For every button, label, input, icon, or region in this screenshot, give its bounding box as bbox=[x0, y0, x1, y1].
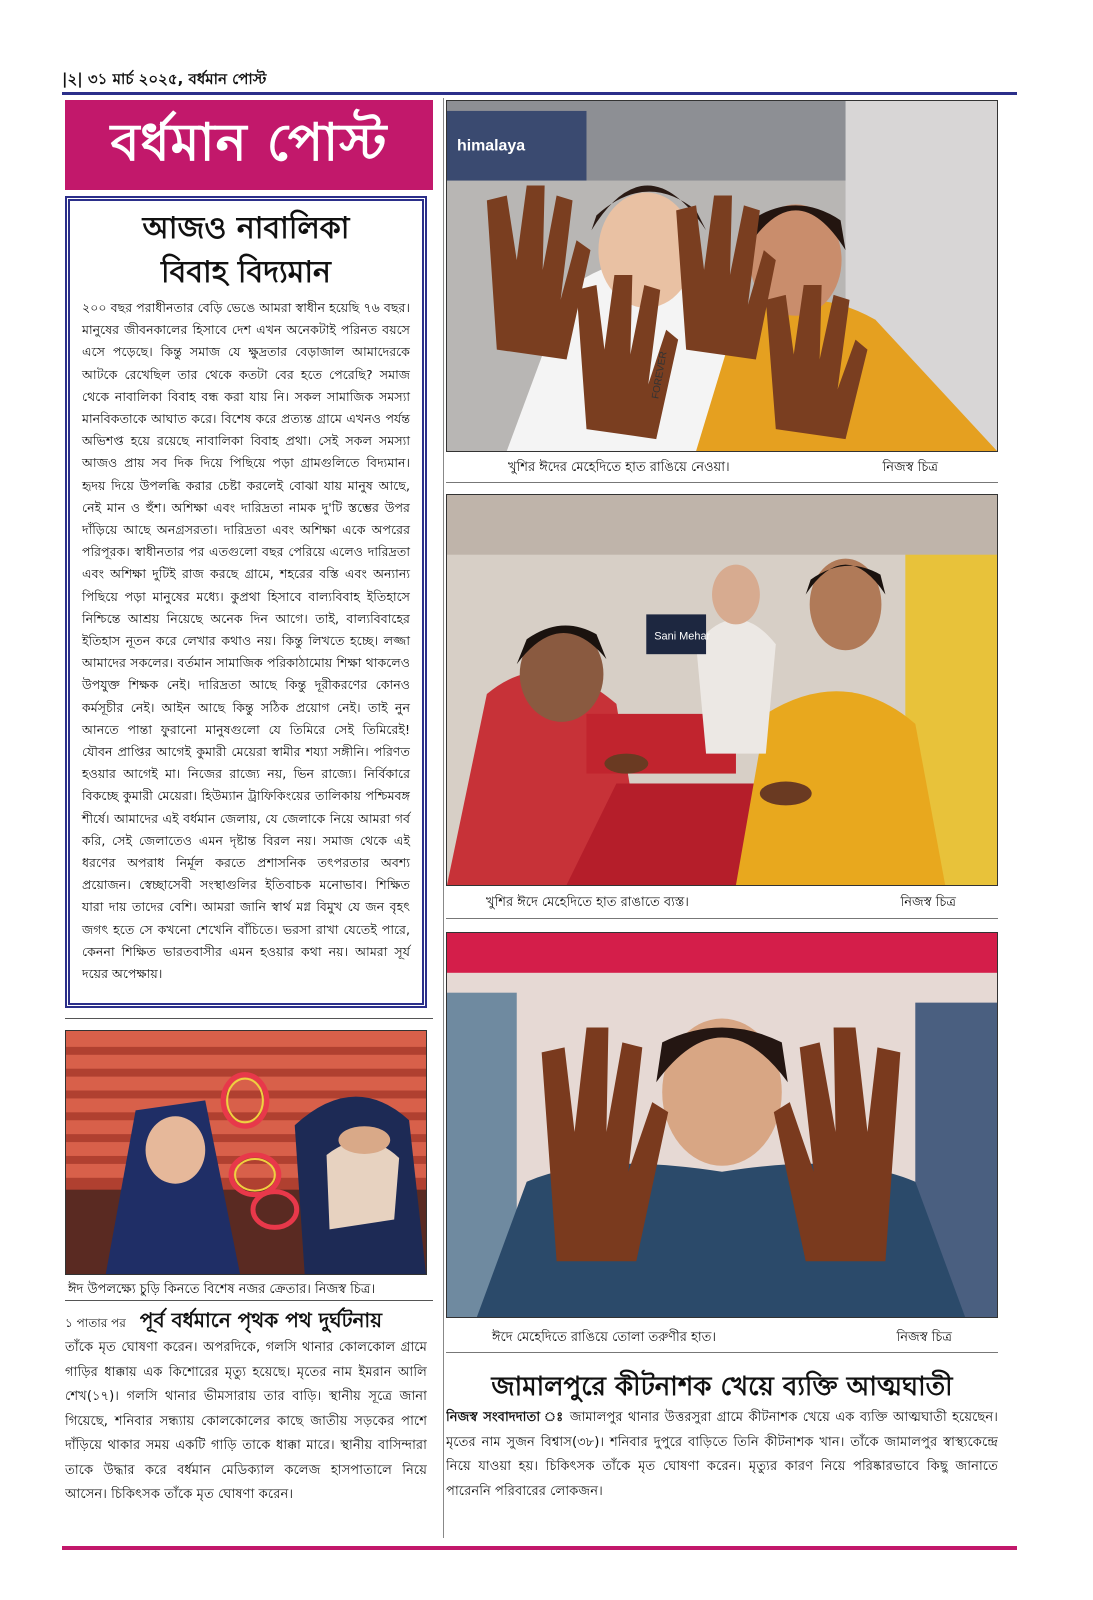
mehndi3-caption: ঈদে মেহেদিতে রাঙিয়ে তোলা তরুণীর হাত। bbox=[492, 1330, 717, 1345]
photo-divider-2 bbox=[446, 918, 998, 919]
mehndi3-caption-row bbox=[492, 1328, 952, 1349]
stall-sign-text: Sani Mehar bbox=[654, 630, 711, 643]
mehndi2-credit: নিজস্ব চিত্র bbox=[900, 895, 956, 910]
accident-body: তাঁকে মৃত ঘোষণা করেন। অপরদিকে, গলসি থানার কোলকোল গ্রামে গাড়ির ধাক্কায় এক কিশোরের মৃত্যু হয়েছে। মৃতের নাম ইমরান আলি শেখ(১৭)। গলসি থানার ভীমসারায় তার বাড়ি। স্থানীয় সূত্রে জানা গিয়েছে, শনিবার সন্ধ্যায় কোলকোলের কাছে জাতীয় সড়কের পাশে দাঁড়িয়ে থাকার সময় একটি গাড়ি তাকে ধাক্কা মারে। স্থানীয় বাসিন্দারা তাকে উদ্ধার করে বর্ধমান মেডিক্যাল কলেজ হাসপাতালে নিয়ে আসেন। চিকিৎসক তাঁকে মৃত ঘোষণা করেন। bbox=[65, 1340, 427, 1502]
jump-label: ১ পাতার পর bbox=[65, 1316, 126, 1330]
suicide-headline: জামালপুরে কীটনাশক খেয়ে ব্যক্তি আত্মঘাতী bbox=[491, 1372, 953, 1402]
column-divider bbox=[443, 98, 444, 1538]
shirt-text: FOREVER bbox=[650, 350, 670, 400]
mehndi-photo-2 bbox=[446, 494, 998, 886]
mehndi3-credit: নিজস্ব চিত্র bbox=[896, 1330, 952, 1345]
photo-divider-3 bbox=[446, 1352, 998, 1353]
masthead-title: বর্ধমান পোস্ট bbox=[110, 112, 388, 173]
bottom-rule bbox=[62, 1546, 1017, 1550]
page-folio: |২| ৩১ মার্চ ২০২৫, বর্ধমান পোস্ট bbox=[62, 70, 267, 88]
mehndi2-caption: খুশির ঈদে মেহেদিতে হাত রাঙাতে ব্যস্ত। bbox=[486, 895, 689, 910]
editorial-box bbox=[65, 196, 427, 1008]
accident-headline: পূর্ব বর্ধমানে পৃথক পথ দুর্ঘটনায় bbox=[139, 1308, 382, 1332]
bangles-caption-row bbox=[68, 1280, 428, 1301]
mall-sign-text: himalaya bbox=[456, 137, 526, 155]
mehndi-photo-1 bbox=[446, 100, 998, 452]
mehndi1-caption-row bbox=[508, 458, 938, 479]
suicide-story bbox=[446, 1406, 998, 1536]
top-rule bbox=[62, 92, 1017, 95]
editorial-title-1: আজও নাবালিকা bbox=[142, 211, 350, 246]
editorial-body: ২০০ বছর পরাধীনতার বেড়ি ভেঙে আমরা স্বাধীন হয়েছি ৭৬ বছর। মানুষের জীবনকালের হিসাবে দেশ এখন অনেকটাই পরিনত বয়সে এসে পড়েছে। কিন্তু সমাজ যে ক্ষুদ্রতার বেড়াজাল আমাদেরকে আটকে রেখেছিল তার থেকে কতটা বের হতে পেরেছি? সমাজ থেকে নাবালিকা বিবাহ বন্ধ করা যায় নি। সকল সামাজিক সমস্যা মানবিকতাকে আঘাত করে। বিশেষ করে প্রত্যন্ত গ্রামে এখনও পর্যন্ত অভিশপ্ত হয়ে রয়েছে নাবালিকা বিবাহ প্রথা। সেই সকল সমস্যা আজও প্রায় সব দিক দিয়ে পিছিয়ে পড়া গ্রামগুলিতে বিদ্যমান। হৃদয় দিয়ে উপলব্ধি করার চেষ্টা করলেই বোঝা যায় মানুষ আছে, নেই মান ও হুঁশ। অশিক্ষা এবং দারিদ্রতা নামক দু'টি স্তম্ভের উপর দাঁড়িয়ে আছে অনগ্রসরতা। দারিদ্রতা এবং অশিক্ষা একে অপরের পরিপূরক। স্বাধীনতার পর এতগুলো বছর পেরিয়ে এলেও দারিদ্রতা এবং অশিক্ষা দুটিই রাজ করছে গ্রামে, শহরের বস্তি এবং অন্যান্য পিছিয়ে পড়া মানুষের মধ্যে। কুপ্রথা হিসাবে বাল্যবিবাহ ইতিহাসে নিশ্চিন্তে আশ্রয় নিয়েছে অনেক দিন আগে। তাই, বাল্যবিবাহের ইতিহাস নূতন করে লেখার কথাও নয়। কিন্তু লিখতে হচ্ছে। লজ্জা আমাদের সকলের। বর্তমান সামাজিক পরিকাঠামোয় শিক্ষা থাকলেও উপযুক্ত শিক্ষক নেই। দারিদ্রতা আছে কিন্তু দূরীকরণের কোনও কর্মসূচীর নেই। আইন আছে কিন্তু সঠিক প্রয়োগ নেই। তাই নুন আনতে পান্তা ফুরানো মানুষগুলো যে তিমিরে সেই তিমিরেই! যৌবন প্রাপ্তির আগেই কুমারী মেয়েরা স্বামীর শয্যা সঙ্গীনি। পরিণত হওয়ার আগেই মা। নিজের রাজ্যে নয়, ভিন রাজ্যে। নির্বিকারে বিকচ্ছে কুমারী মেয়েরা। হিউম্যান ট্রাফিকিংয়ের তালিকায় পশ্চিমবঙ্গ শীর্ষে। আমাদের এই বর্ধমান জেলায়, যে জেলাকে নিয়ে আমরা গর্ব করি, সেই জেলাতেও এমন দৃষ্টান্ত বিরল নয়। সমাজ থেকে এই ধরণের অপরাধ নির্মূল করতে প্রশাসনিক তৎপরতার অবশ্য প্রয়োজন। স্বেচ্ছাসেবী সংস্থাগুলির ইতিবাচক মনোভাব। শিক্ষিত যারা দায় তাদের বেশি। আমরা জানি স্বার্থ মগ্ন বিমুখ যে জন বৃহৎ জগৎ হতে সে কখনো শেখেনি বাঁচিতে। ভরসা রাখা যেতেই পারে, কেননা শিক্ষিত ভারতবাসীর এমন হওয়ার কথা নয়। আমরা সূর্য দয়ের অপেক্ষায়। bbox=[82, 300, 410, 982]
suicide-byline: নিজস্ব সংবাদদাতা ঃ bbox=[446, 1410, 565, 1425]
accident-headline-row bbox=[65, 1306, 427, 1330]
section-divider bbox=[65, 1018, 433, 1019]
masthead bbox=[65, 100, 433, 190]
photo-divider-1 bbox=[446, 482, 998, 483]
mehndi1-caption: খুশির ঈদের মেহেদিতে হাত রাঙিয়ে নেওয়া। bbox=[508, 460, 730, 475]
bangles-caption: ঈদ উপলক্ষ্যে চুড়ি কিনতে বিশেষ নজর ক্রেতার। নিজস্ব চিত্র। bbox=[68, 1282, 376, 1297]
editorial-title-2: বিবাহ বিদ্যমান bbox=[161, 255, 331, 290]
bangles-photo bbox=[65, 1030, 427, 1275]
suicide-body: জামালপুর থানার উত্তরসুরা গ্রামে কীটনাশক খেয়ে এক ব্যক্তি আত্মঘাতী হয়েছেন। মৃতের নাম সুজন বিশ্বাস(৩৮)। শনিবার দুপুরে বাড়িতে তিনি কীটনাশক খান। তাঁকে জামালপুর স্বাস্থ্যকেন্দ্রে নিয়ে যাওয়া হয়। চিকিৎসক তাঁকে মৃত ঘোষণা করেন। মৃত্যুর কারণ নিয়ে পরিষ্কারভাবে কিছু জানাতে পারেননি পরিবারের লোকজন। bbox=[446, 1410, 998, 1499]
mehndi1-credit: নিজস্ব চিত্র bbox=[882, 460, 938, 475]
mehndi2-caption-row bbox=[486, 893, 956, 914]
section-divider-2 bbox=[65, 1300, 433, 1301]
mehndi-photo-3 bbox=[446, 932, 998, 1318]
